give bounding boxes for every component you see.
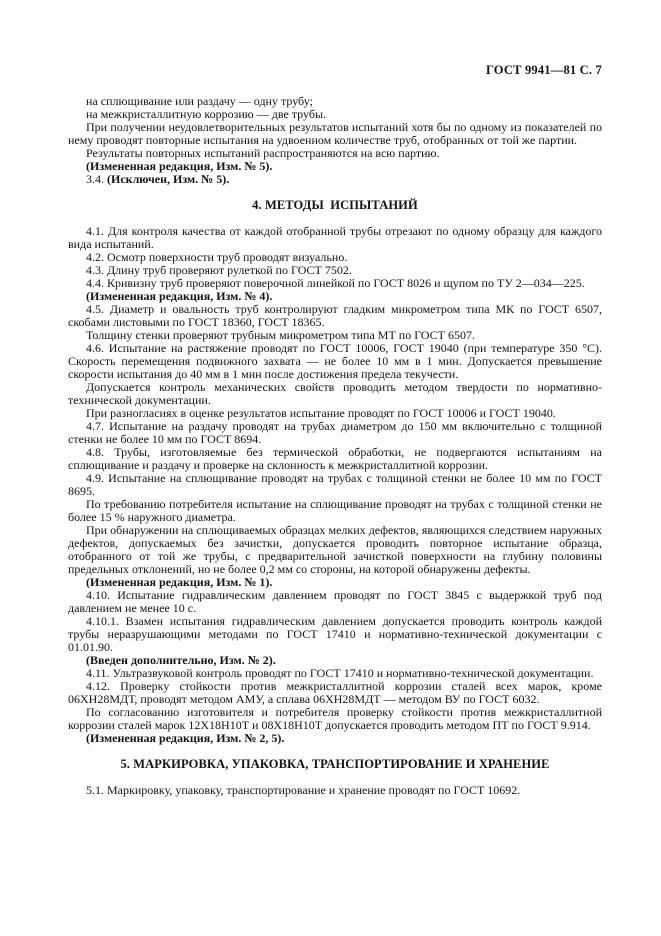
section-heading: 5. МАРКИРОВКА, УПАКОВКА, ТРАНСПОРТИРОВАНИЕ И ХРАНЕНИЕ	[120, 757, 550, 771]
paragraph-bold-run: (Измененная редакция, Изм. № 2, 5).	[86, 731, 285, 745]
paragraph	[68, 303, 602, 329]
paragraph-text-run: При разногласиях в оценке результатов испытание проводят по ГОСТ 10006 и ГОСТ 19040.	[86, 406, 556, 420]
paragraph	[68, 498, 602, 524]
paragraph	[68, 784, 602, 797]
paragraph-text-run: 4.7. Испытание на раздачу проводят на трубах диаметром до 150 мм включительно с толщиной стенки не более 10 мм по ГОСТ 8694.	[68, 419, 602, 446]
paragraph-text-run: 4.12. Проверку стойкости против межкристаллитной коррозии сталей всех марок, кроме 06ХН28МДТ, проводят методом АМУ, а сплава 06ХН28МДТ — методом ВУ по ГОСТ 6032.	[68, 679, 602, 706]
paragraph-text-run: По требованию потребителя испытание на сплющивание проводят на трубах с толщиной стенки не более 15 % наружного диаметра.	[68, 497, 602, 524]
paragraph-text-run: При получении неудовлетворительных результатов испытаний хотя бы по одному из показателей по нему проводят повторные испытания на удвоенном количестве труб, отобранных от той же партии.	[68, 120, 602, 147]
paragraph-text-run: 4.8. Трубы, изготовляемые без термической обработки, не подвергаются испытаниям на сплющивание и раздачу и проверке на склонность к межкристаллитной коррозии.	[68, 445, 602, 472]
paragraph-text-run: 5.1. Маркировку, упаковку, транспортирование и хранение проводят по ГОСТ 10692.	[86, 783, 521, 797]
paragraph	[68, 446, 602, 472]
paragraph-text-run: 4.4. Кривизну труб проверяют поверочной линейкой по ГОСТ 8026 и щупом по ТУ 2—034—225.	[86, 276, 585, 290]
paragraph-text-run: 4.10.1. Взамен испытания гидравлическим давлением допускается проводить контроль каждой трубы неразрушающими методами по ГОСТ 17410 и нормативно-технической документации с 01.01.90.	[68, 614, 602, 654]
paragraph-text-run: 4.5. Диаметр и овальность труб контролируют гладким микрометром типа МК по ГОСТ 6507, скобами листовыми по ГОСТ 18360, ГОСТ 18365.	[68, 302, 602, 329]
paragraph	[68, 615, 602, 654]
paragraph-bold-run: (Измененная редакция, Изм. № 5).	[86, 159, 273, 173]
paragraph-text-run: Допускается контроль механических свойств проводить методом твердости по нормативно-технической документации.	[68, 380, 602, 407]
paragraph-bold-run: (Введен дополнительно, Изм. № 2).	[86, 653, 276, 667]
paragraph-text-run: 4.1. Для контроля качества от каждой отобранной трубы отрезают по одному образцу для каждого вида испытаний.	[68, 224, 602, 251]
paragraph-text-run: 4.2. Осмотр поверхности труб проводят визуально.	[86, 250, 348, 264]
paragraph-text-run: 4.11. Ультразвуковой контроль проводят по ГОСТ 17410 и нормативно-технической документации.	[86, 666, 594, 680]
paragraph	[68, 680, 602, 706]
page-header-running-title: ГОСТ 9941—81 С. 7	[485, 63, 602, 77]
paragraph	[68, 121, 602, 147]
paragraph	[68, 342, 602, 381]
document-body	[68, 95, 602, 797]
paragraph	[68, 706, 602, 732]
paragraph-text-run: на сплющивание или раздачу — одну трубу;	[86, 94, 313, 108]
paragraph-text-run: 4.3. Длину труб проверяют рулеткой по ГОСТ 7502.	[86, 263, 352, 277]
paragraph	[68, 381, 602, 407]
paragraph-bold-run: (Исключен, Изм. № 5).	[107, 172, 230, 186]
paragraph-text-run: 4.9. Испытание на сплющивание проводят на трубах с толщиной стенки не более 10 мм по ГОСТ 8695.	[68, 471, 602, 498]
paragraph-text-run: По согласованию изготовителя и потребителя проверку стойкости против межкристаллитной коррозии сталей марок 12Х18Н10Т и 08Х18Н10Т допускается проводить методом ПТ по ГОСТ 9.914.	[68, 705, 602, 732]
paragraph	[68, 524, 602, 576]
paragraph-bold-run: (Измененная редакция, Изм. № 1).	[86, 575, 273, 589]
paragraph	[68, 589, 602, 615]
paragraph	[68, 732, 602, 745]
paragraph	[68, 225, 602, 251]
paragraph-text-run: 4.10. Испытание гидравлическим давлением проводят по ГОСТ 3845 с выдержкой труб под давлением не менее 10 с.	[68, 588, 602, 615]
paragraph-text-run: 4.6. Испытание на растяжение проводят по ГОСТ 10006, ГОСТ 19040 (при температуре 350 °С). Скорость перемещения подвижного захвата — не более 10 мм в 1 мин. Допускается превышение скорости испытания до 40 мм в 1 мин после достижения предела текучести.	[68, 341, 602, 381]
paragraph-text-run: на межкристаллитную коррозию — две трубы.	[86, 107, 327, 121]
paragraph-text-run: 3.4.	[86, 172, 107, 186]
paragraph	[68, 472, 602, 498]
paragraph-text-run: Толщину стенки проверяют трубным микрометром типа МТ по ГОСТ 6507.	[86, 328, 475, 342]
paragraph-bold-run: (Измененная редакция, Изм. № 4).	[86, 289, 273, 303]
paragraph	[68, 173, 602, 186]
paragraph	[68, 420, 602, 446]
paragraph-text-run: При обнаружении на сплющиваемых образцах мелких дефектов, являющихся следствием наружных дефектов, допускаемых без зачистки, допускается проводить повторное испытание образца, отобранного от той же трубы, с предварительной зачисткой поверхности на глубину половины предельных отклонений, но не более 0,2 мм со стороны, на которой обнаружены дефекты.	[68, 523, 602, 576]
paragraph-text-run: Результаты повторных испытаний распространяются на всю партию.	[86, 146, 440, 160]
section-heading: 4. МЕТОДЫ ИСПЫТАНИЙ	[252, 198, 418, 212]
